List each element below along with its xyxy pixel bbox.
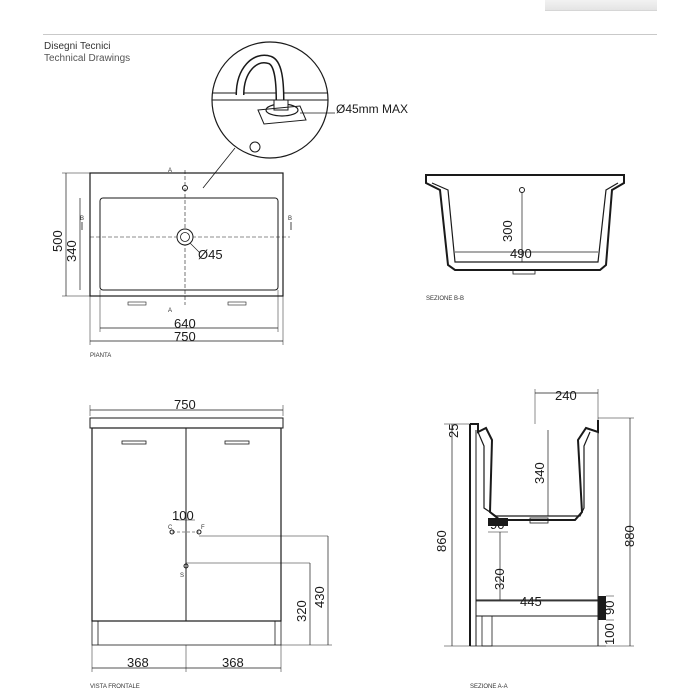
section-aa-dim-25: 25 [446,423,461,438]
section-aa-dim-860: 860 [434,530,449,552]
plan-dim-750: 750 [174,329,196,344]
section-aa-dim-340: 340 [532,462,547,484]
section-mark-a-top: A [168,168,173,174]
section-aa-dim-90-top: 90 [490,517,505,532]
plan-dim-340: 340 [64,240,79,262]
faucet-detail [200,40,408,188]
front-dim-368-left: 368 [127,655,149,670]
front-dim-368-right: 368 [222,655,244,670]
section-aa-dim-240: 240 [555,388,577,403]
page-title: Disegni Tecnici [44,41,111,52]
plan-dim-500: 500 [50,230,65,252]
front-dim-320: 320 [294,600,309,622]
section-aa-dim-320: 320 [492,568,507,590]
plan-dim-640: 640 [174,316,196,331]
front-caption: VISTA FRONTALE [90,684,140,690]
faucet-hole-callout: Ø45mm MAX [336,102,409,116]
front-dim-750: 750 [174,397,196,412]
plan-drain-diameter: Ø45 [198,247,223,262]
section-aa-caption: SEZIONE A-A [470,684,508,690]
section-aa-dim-445: 445 [520,594,542,609]
front-dim-100: 100 [172,508,194,523]
front-mark-c: C [168,525,173,531]
section-bb-caption: SEZIONE B-B [426,296,465,302]
section-mark-b-left: B [80,216,85,222]
front-dim-430: 430 [312,586,327,608]
section-aa-dim-880: 880 [622,525,637,547]
section-aa-dim-90-side: 90 [602,600,617,615]
front-mark-f: F [201,525,205,531]
front-view [90,397,332,672]
section-bb-view [426,175,624,274]
plan-view [50,168,292,345]
section-bb-dim-300: 300 [500,220,515,242]
section-mark-a-bottom: A [168,308,173,314]
front-mark-s: S [180,573,185,579]
section-bb-dim-490: 490 [510,246,532,261]
page-subtitle: Technical Drawings [44,53,131,64]
section-aa-dim-100: 100 [602,623,617,645]
section-aa-view [434,388,637,646]
plan-caption: PIANTA [90,353,112,359]
section-mark-b-right: B [288,216,293,222]
